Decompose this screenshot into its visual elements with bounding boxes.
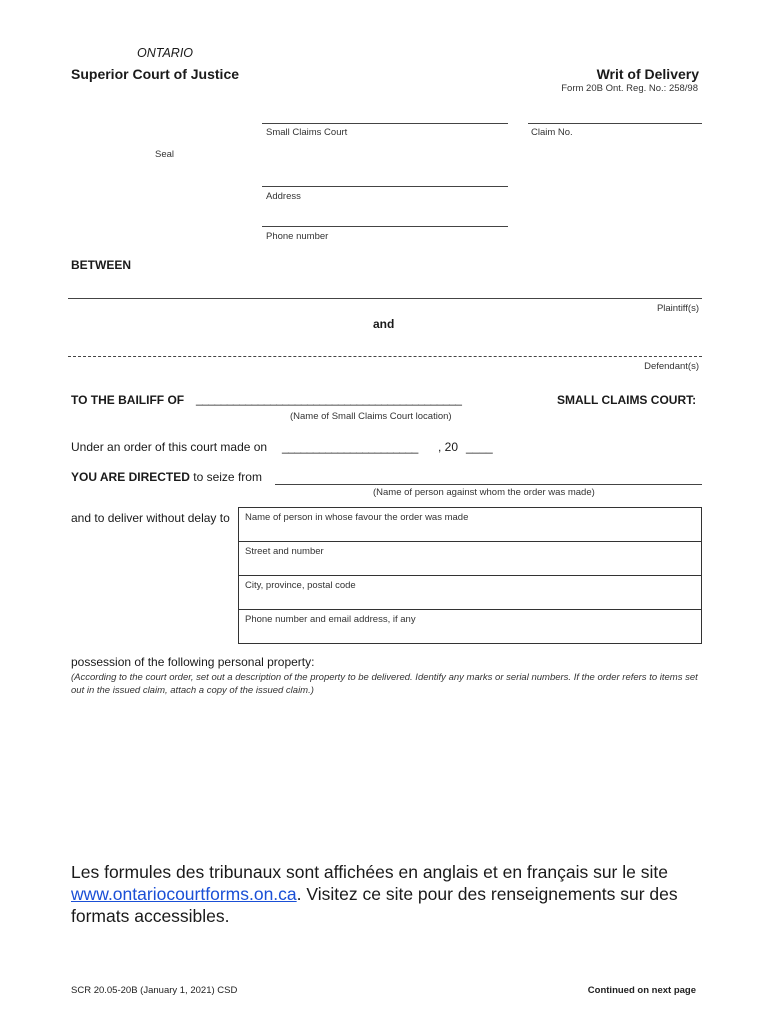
small-claims-court-heading: SMALL CLAIMS COURT: — [557, 393, 697, 407]
directed-bold: YOU ARE DIRECTED — [71, 470, 190, 484]
defendant-line[interactable] — [68, 356, 702, 357]
between-label: BETWEEN — [71, 258, 131, 272]
claim-no-label: Claim No. — [531, 127, 573, 138]
directed-sentence — [71, 470, 262, 484]
order-date-blank[interactable]: ______________________ — [282, 440, 418, 454]
french-notice — [71, 861, 711, 927]
directed-rest: to seize from — [193, 470, 262, 484]
deliver-to-box — [238, 507, 702, 644]
order-year-blank[interactable]: ____ — [466, 440, 493, 454]
deliver-street-field[interactable]: Street and number — [239, 542, 701, 576]
address-line[interactable] — [262, 186, 508, 187]
to-bailiff-label: TO THE BAILIFF OF — [71, 393, 185, 407]
deliver-name-field[interactable]: Name of person in whose favour the order was made — [239, 508, 701, 542]
french-notice-line2 — [71, 883, 711, 905]
phone-line[interactable] — [262, 226, 508, 227]
defendant-label: Defendant(s) — [644, 361, 699, 372]
small-claims-court-label: Small Claims Court — [266, 127, 348, 138]
form-code: SCR 20.05-20B (January 1, 2021) CSD — [71, 985, 238, 996]
french-notice-line1: Les formules des tribunaux sont affichées en anglais et en français sur le site — [71, 862, 668, 882]
ontario-court-forms-link[interactable]: www.ontariocourtforms.on.ca — [71, 884, 297, 904]
seize-from-line[interactable] — [275, 484, 702, 485]
small-claims-court-line[interactable] — [262, 123, 508, 124]
claim-no-line[interactable] — [528, 123, 702, 124]
plaintiff-line[interactable] — [68, 298, 702, 299]
property-description-area[interactable] — [71, 705, 703, 845]
deliver-label: and to deliver without delay to — [71, 511, 230, 525]
province-label: ONTARIO — [137, 46, 194, 60]
form-title: Writ of Delivery — [596, 66, 699, 82]
deliver-city-field[interactable]: City, province, postal code — [239, 576, 701, 610]
court-name: Superior Court of Justice — [71, 66, 240, 82]
and-label: and — [373, 317, 395, 331]
address-label: Address — [266, 191, 301, 202]
property-instructions: (According to the court order, set out a description of the property to be delivered. Identify any marks or serial numbers. If the order refers to items set out in the issued claim, attach a copy of the issued claim.) — [71, 672, 698, 696]
plaintiff-label: Plaintiff(s) — [656, 303, 699, 314]
order-date-prefix: Under an order of this court made on — [71, 440, 268, 454]
bailiff-court-blank[interactable]: ___________________________________________ — [196, 392, 462, 406]
form-number: Form 20B Ont. Reg. No.: 258/98 — [561, 83, 698, 94]
location-hint: (Name of Small Claims Court location) — [290, 411, 452, 422]
continued-label: Continued on next page — [587, 985, 696, 996]
property-heading: possession of the following personal property: — [71, 655, 315, 669]
order-year-text: , 20 — [438, 440, 459, 454]
french-notice-line3: formats accessibles. — [71, 906, 230, 926]
phone-label: Phone number — [266, 231, 329, 242]
seal-label: Seal — [155, 149, 175, 160]
french-notice-line2-rest: . Visitez ce site pour des renseignements sur des — [296, 884, 678, 904]
deliver-phone-field[interactable]: Phone number and email address, if any — [245, 614, 416, 625]
seize-from-hint: (Name of person against whom the order was made) — [373, 487, 595, 498]
